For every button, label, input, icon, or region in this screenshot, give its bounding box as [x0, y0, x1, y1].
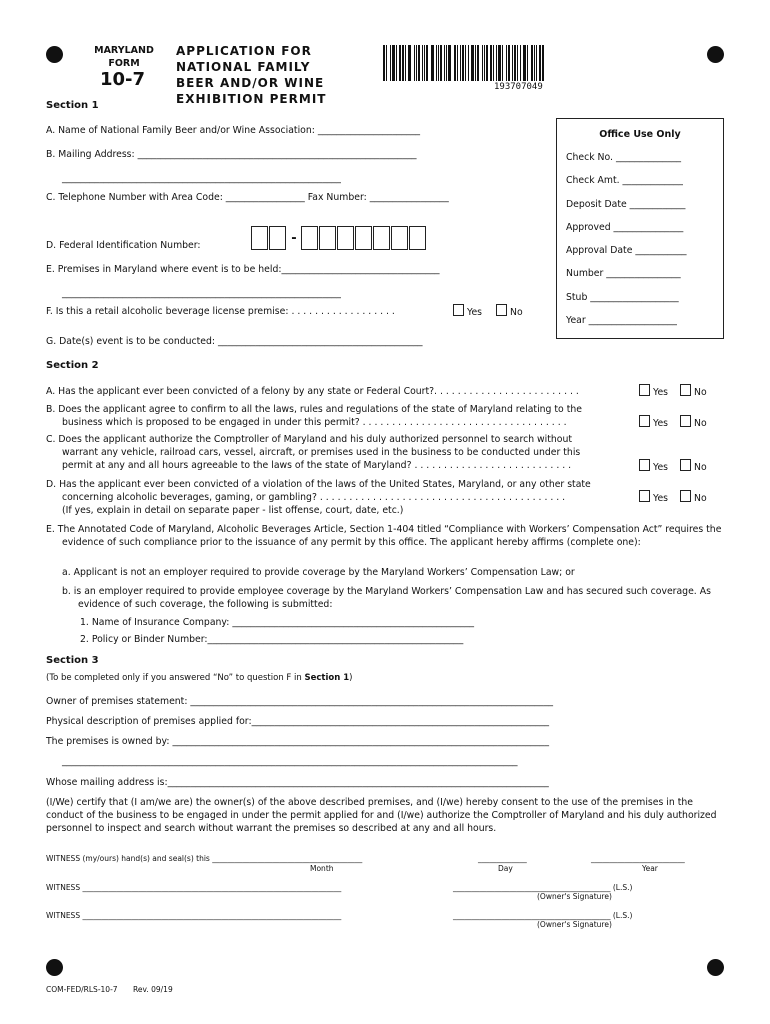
owner-signature-line-1[interactable]: __________________________________________ (L.S.)	[453, 883, 633, 892]
owner-signature-line-2[interactable]: __________________________________________ (L.S.)	[453, 911, 633, 920]
mailing-address-field[interactable]: B. Mailing Address: ____________________________________________________________	[46, 149, 417, 160]
barcode-bar	[534, 45, 535, 81]
laws-answer: Yes No	[639, 415, 707, 429]
federal-id-boxes[interactable]: -	[251, 226, 427, 250]
registration-dot-top-right	[707, 46, 724, 63]
telephone-fax-field[interactable]: C. Telephone Number with Area Code: _________________ Fax Number: _________________	[46, 192, 449, 203]
barcode-bar	[440, 45, 442, 81]
yes-checkbox[interactable]	[453, 304, 464, 316]
retail-license-question: F. Is this a retail alcoholic beverage license premise: . . . . . . . . . . . . . . . . . .	[46, 306, 395, 317]
barcode-bar	[431, 45, 434, 81]
yes-checkbox[interactable]	[639, 459, 650, 471]
barcode-bar	[536, 45, 537, 81]
barcode-bar	[448, 45, 451, 81]
registration-dot-top-left	[46, 46, 63, 63]
violation-question-line-1: D. Has the applicant ever been convicted of a violation of the laws of the United States, Maryland, or any other state	[46, 479, 591, 490]
barcode-bar	[482, 45, 483, 81]
barcode-bar	[475, 45, 476, 81]
barcode-bar	[392, 45, 395, 81]
barcode-bar	[422, 45, 423, 81]
barcode-bar	[405, 45, 406, 81]
form-label: FORM	[108, 58, 140, 69]
violation-question-line-3: (If yes, explain in detail on separate paper - list offense, court, date, etc.)	[62, 505, 404, 516]
barcode-bar	[457, 45, 458, 81]
barcode-number: 193707049	[494, 82, 543, 92]
workers-comp-statement: E. The Annotated Code of Maryland, Alcoholic Beverages Article, Section 1-404 titled “Compliance with Workers’ Compensation Act” requires the evidence of such compliance prior to the issuance of any permit by this office. The applicant hereby affirms (complete one):	[46, 524, 722, 548]
violation-question-line-2: concerning alcoholic beverages, gaming, or gambling? . . . . . . . . . . . . . . . . . . . . . . . . . . . . . . . . . . . . . . . . . .	[62, 492, 566, 503]
section-3-note: (To be completed only if you answered “No” to question F in Section 1)	[46, 673, 353, 683]
month-label: Month	[310, 864, 334, 873]
barcode-bar	[418, 45, 420, 81]
barcode-bar	[477, 45, 479, 81]
witness-date-line[interactable]: WITNESS (my/ours) hand(s) and seal(s) this ________________________________________	[46, 854, 363, 863]
day-label: Day	[498, 864, 513, 873]
barcode-bar	[386, 45, 387, 81]
retail-license-answer: Yes No	[453, 304, 523, 318]
barcode-bar	[402, 45, 404, 81]
search-answer: Yes No	[639, 459, 707, 473]
policy-number-field[interactable]: 2. Policy or Binder Number:_______________________________________________________	[80, 634, 464, 645]
number-field[interactable]: Number ________________	[566, 268, 681, 279]
form-title-line-1: APPLICATION FOR	[176, 44, 312, 58]
barcode-bar	[490, 45, 492, 81]
barcode-bar	[444, 45, 445, 81]
laws-question-line-2: business which is proposed to be engaged in under this permit? . . . . . . . . . . . . . . . . . . . . . . . . . . . . . . . . . . .	[62, 417, 567, 428]
approved-field[interactable]: Approved _______________	[566, 222, 684, 233]
deposit-date-field[interactable]: Deposit Date ____________	[566, 199, 686, 210]
year-line[interactable]: _________________________	[591, 854, 685, 863]
physical-description-field[interactable]: Physical description of premises applied for:________________________________________________________________	[46, 716, 550, 727]
office-use-box	[556, 118, 724, 339]
insurance-company-field[interactable]: 1. Name of Insurance Company: ____________________________________________________	[80, 617, 475, 628]
barcode-bar	[414, 45, 415, 81]
form-title-line-3: BEER AND/OR WINE	[176, 76, 325, 90]
state-label: MARYLAND	[94, 45, 154, 56]
revision-date: Rev. 09/19	[133, 985, 173, 994]
approval-date-field[interactable]: Approval Date ___________	[566, 245, 687, 256]
barcode-bar	[486, 45, 488, 81]
yes-checkbox[interactable]	[639, 384, 650, 396]
barcode-bar	[517, 45, 518, 81]
registration-dot-bottom-left	[46, 959, 63, 976]
barcode-bar	[508, 45, 510, 81]
witness-line-1[interactable]: WITNESS _____________________________________________________________________	[46, 883, 342, 892]
stub-field[interactable]: Stub ___________________	[566, 292, 679, 303]
barcode-bar	[390, 45, 391, 81]
violation-answer: Yes No	[639, 490, 707, 504]
federal-id-label: D. Federal Identification Number:	[46, 240, 201, 251]
check-amt-field[interactable]: Check Amt. _____________	[566, 175, 683, 186]
form-number: 10-7	[100, 69, 146, 90]
no-checkbox[interactable]	[496, 304, 507, 316]
owned-by-line-2[interactable]: __________________________________________________________________________________________________	[62, 756, 518, 767]
barcode-bar	[465, 45, 466, 81]
premises-field[interactable]: E. Premises in Maryland where event is to be held:__________________________________	[46, 264, 440, 275]
search-question-line-3: permit at any and all hours agreeable to the laws of the state of Maryland? . . . . . . . . . . . . . . . . . . . . . . . . . . .	[62, 460, 572, 471]
barcode-bar	[498, 45, 501, 81]
witness-line-2[interactable]: WITNESS _____________________________________________________________________	[46, 911, 342, 920]
registration-dot-bottom-right	[707, 959, 724, 976]
search-question-line-2: warrant any vehicle, railroad cars, vessel, aircraft, or premises used in the business to be conducted under this	[62, 447, 581, 458]
barcode-bar	[496, 45, 497, 81]
barcode-bar	[454, 45, 456, 81]
felony-answer: Yes No	[639, 384, 707, 398]
year-field[interactable]: Year ___________________	[566, 315, 677, 326]
mailing-address-owner-field[interactable]: Whose mailing address is:__________________________________________________________________________________	[46, 777, 549, 788]
certification-text: (I/We) certify that (I am/we are) the owner(s) of the above described premises, and (I/we) hereby consent to the use of the premises in the conduct of the business to be engaged in under the permit applied for and (I/we) authorize the Comptroller of Maryland and his duly authorized personnel to inspect and search without warrant the premises so described at any and all hours.	[46, 797, 717, 834]
section-2-heading: Section 2	[46, 360, 99, 371]
felony-question: A. Has the applicant ever been convicted of a felony by any state or Federal Court?. . . . . . . . . . . . . . . . . . . . . . . . .	[46, 386, 579, 397]
form-title-line-4: EXHIBITION PERMIT	[176, 92, 327, 106]
owner-signature-label-2: (Owner's Signature)	[537, 920, 612, 929]
workers-comp-option-b[interactable]: b. is an employer required to provide employee coverage by the Maryland Workers’ Compensation Law and has secured such coverage. As evidence of such coverage, the following is submitted:	[62, 586, 711, 610]
barcode-bar	[527, 45, 528, 81]
yes-checkbox[interactable]	[639, 415, 650, 427]
barcode-bar	[531, 45, 533, 81]
owner-statement-field[interactable]: Owner of premises statement: ______________________________________________________________________________	[46, 696, 553, 707]
year-label: Year	[642, 864, 658, 873]
owner-signature-label-1: (Owner's Signature)	[537, 892, 612, 901]
barcode-bar	[502, 45, 503, 81]
yes-checkbox[interactable]	[639, 490, 650, 502]
no-checkbox[interactable]	[680, 490, 691, 502]
barcode-bar	[438, 45, 439, 81]
barcode-bar	[542, 45, 544, 81]
barcode-bar	[408, 45, 411, 81]
barcode-bar	[484, 45, 485, 81]
barcode-bar	[426, 45, 428, 81]
event-dates-field[interactable]: G. Date(s) event is to be conducted: ____________________________________________	[46, 336, 423, 347]
laws-question-line-1: B. Does the applicant agree to confirm to all the laws, rules and regulations of the state of Maryland relating to the	[46, 404, 582, 415]
barcode-bar	[493, 45, 494, 81]
barcode-bar	[539, 45, 541, 81]
owned-by-field[interactable]: The premises is owned by: _________________________________________________________________________________	[46, 736, 549, 747]
barcode	[383, 45, 545, 81]
barcode-bar	[506, 45, 507, 81]
check-no-field[interactable]: Check No. ______________	[566, 152, 682, 163]
barcode-bar	[462, 45, 464, 81]
section-1-heading: Section 1	[46, 100, 99, 111]
barcode-bar	[471, 45, 474, 81]
barcode-bar	[514, 45, 516, 81]
association-name-field[interactable]: A. Name of National Family Beer and/or Wine Association: ______________________	[46, 125, 421, 136]
barcode-bar	[446, 45, 447, 81]
search-question-line-1: C. Does the applicant authorize the Comptroller of Maryland and his duly authorized personnel to search without	[46, 434, 572, 445]
barcode-bar	[396, 45, 397, 81]
mailing-address-line-2[interactable]: ____________________________________________________________	[62, 173, 341, 184]
no-checkbox[interactable]	[680, 384, 691, 396]
workers-comp-option-a[interactable]: a. Applicant is not an employer required to provide coverage by the Maryland Workers’ Compensation Law; or	[62, 567, 575, 578]
barcode-bar	[460, 45, 461, 81]
barcode-bar	[399, 45, 401, 81]
office-use-title: Office Use Only	[599, 129, 681, 140]
barcode-bar	[436, 45, 437, 81]
day-line[interactable]: _____________	[478, 854, 527, 863]
barcode-bar	[383, 45, 385, 81]
barcode-bar	[512, 45, 513, 81]
no-checkbox[interactable]	[680, 459, 691, 471]
section-3-heading: Section 3	[46, 655, 99, 666]
barcode-bar	[520, 45, 521, 81]
barcode-bar	[424, 45, 425, 81]
barcode-bar	[468, 45, 469, 81]
barcode-bar	[523, 45, 526, 81]
form-code: COM-FED/RLS-10-7	[46, 985, 118, 994]
premises-line-2[interactable]: ____________________________________________________________	[62, 288, 341, 299]
no-checkbox[interactable]	[680, 415, 691, 427]
form-title-line-2: NATIONAL FAMILY	[176, 60, 311, 74]
barcode-bar	[416, 45, 417, 81]
